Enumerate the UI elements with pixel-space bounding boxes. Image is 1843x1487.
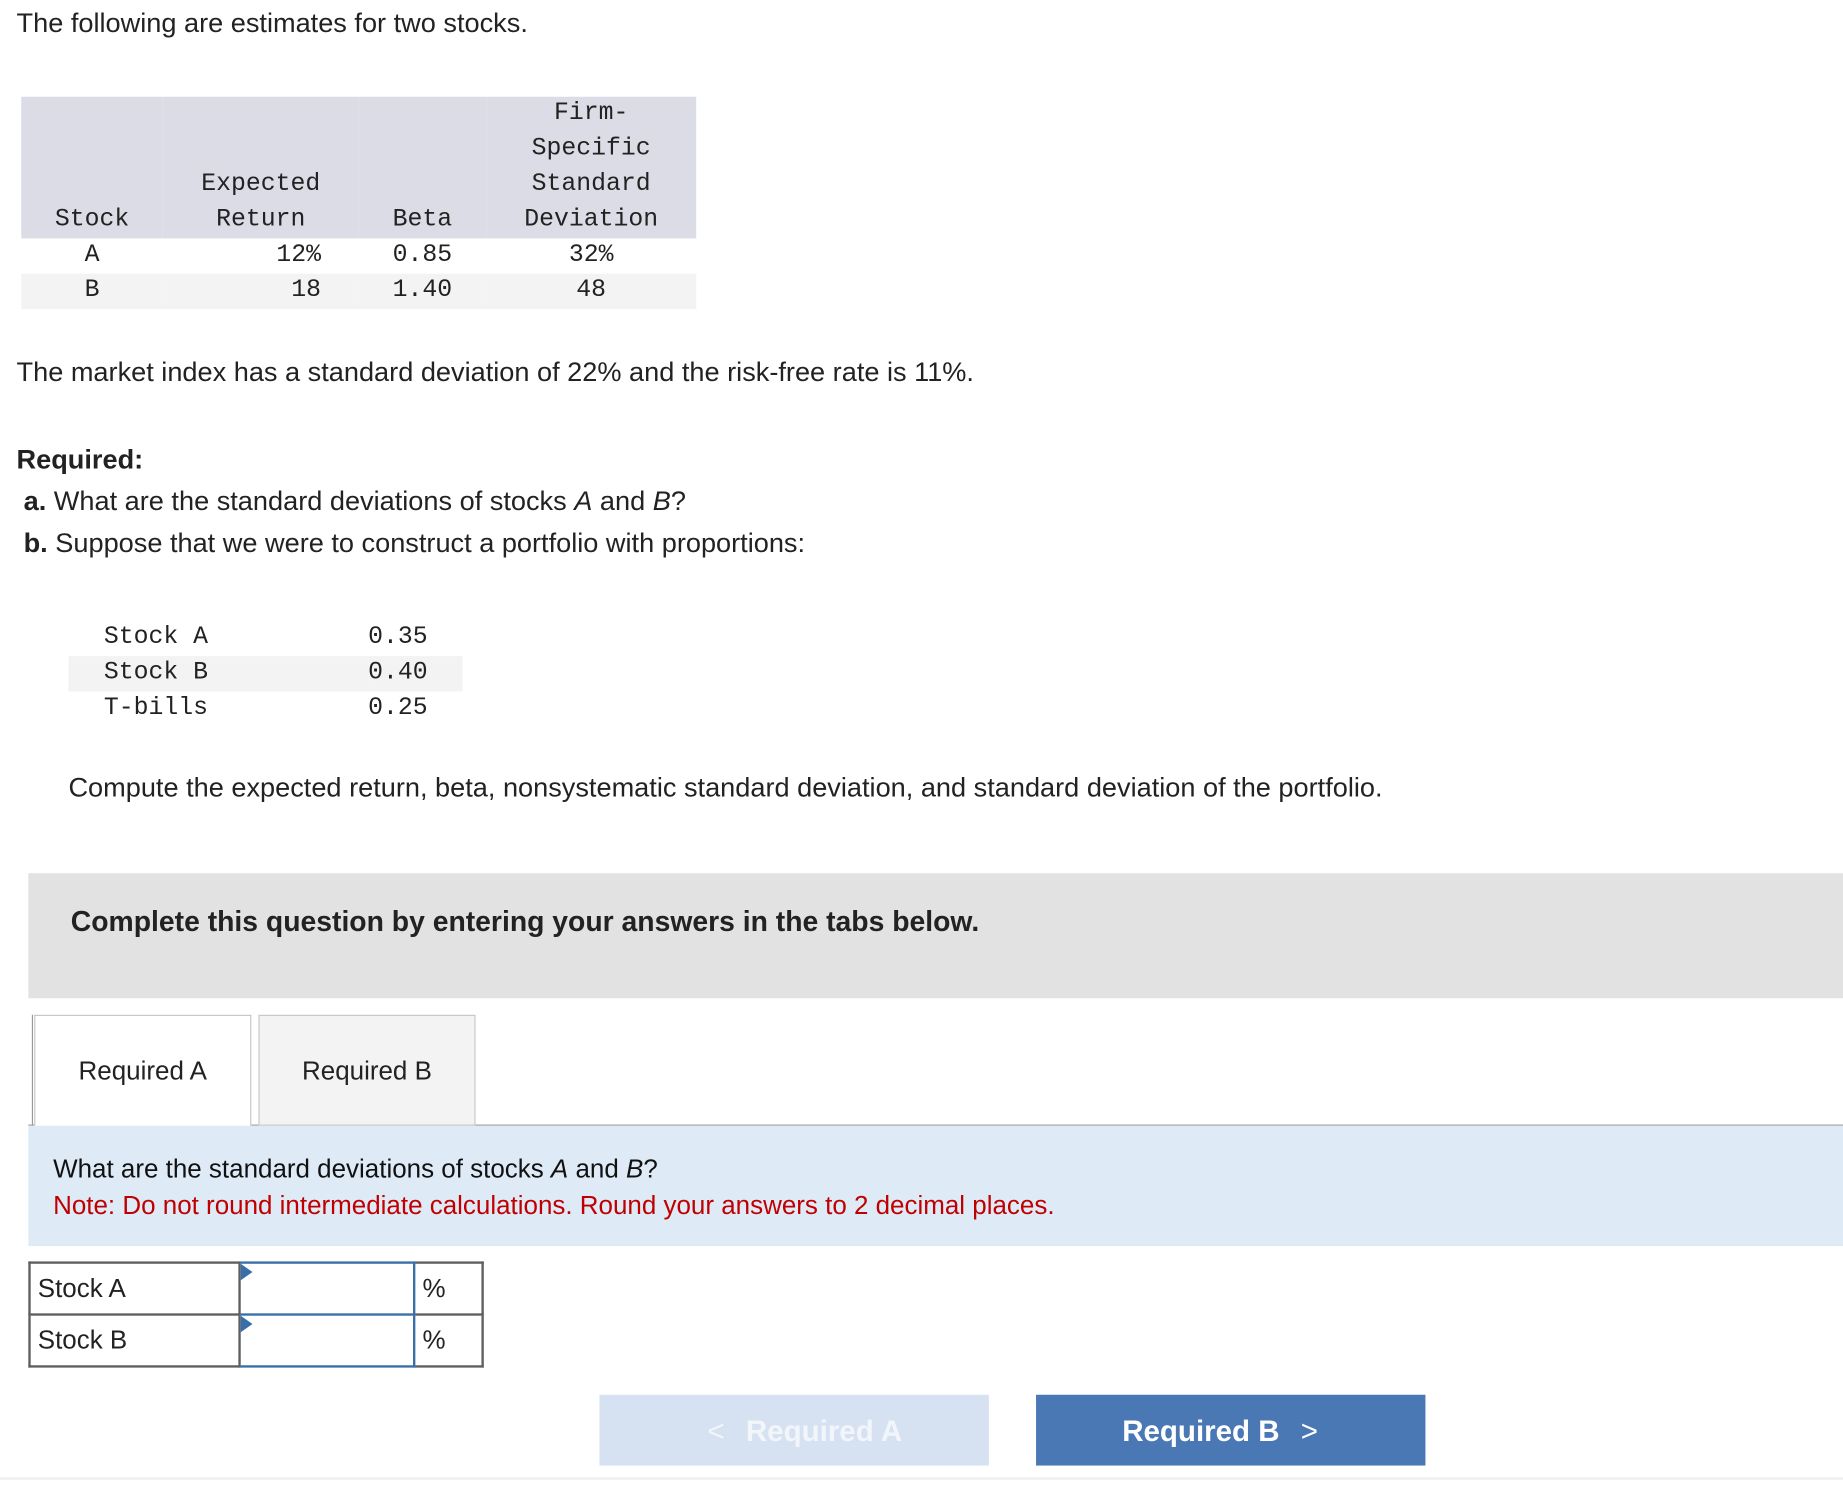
intro-text: The following are estimates for two stocks. <box>16 7 528 38</box>
bottom-divider <box>0 1477 1843 1479</box>
question-var-1: A <box>550 1154 569 1184</box>
table-row <box>29 1263 482 1315</box>
header-expected-return <box>163 97 359 239</box>
required-heading: Required: <box>16 443 144 475</box>
answer-table <box>28 1261 483 1367</box>
rounding-note: Note: Do not round intermediate calculations. Round your answers to 2 decimal places. <box>53 1190 1055 1221</box>
stock-b-sd-input[interactable] <box>241 1316 413 1366</box>
required-b <box>24 527 805 559</box>
input-marker-icon <box>241 1264 253 1281</box>
answer-label-stock-a: Stock A <box>29 1263 239 1315</box>
proportion-value: 0.40 <box>368 659 428 687</box>
banner-text: Complete this question by entering your answers in the tabs below. <box>70 906 980 939</box>
header-fssd-line1: Firm- <box>553 100 629 128</box>
stock-b-sd-cell <box>240 1315 415 1367</box>
header-fssd-line2: Specific <box>531 135 651 163</box>
list-item <box>68 656 462 691</box>
header-fssd-line3: Standard <box>531 171 651 199</box>
required-a <box>24 485 686 517</box>
header-fssd-line4: Deviation <box>524 206 659 234</box>
proportion-name: T-bills <box>103 695 208 723</box>
question-text <box>53 1151 1054 1224</box>
list-item <box>68 621 462 656</box>
compute-text: Compute the expected return, beta, nonsystematic standard deviation, and standard deviation of the portfolio. <box>68 771 1383 803</box>
proportion-name: Stock B <box>103 659 208 687</box>
next-button-label: Required B <box>1122 1414 1280 1448</box>
table-row <box>29 1315 482 1367</box>
header-beta: Beta <box>392 206 453 234</box>
instructions-banner <box>28 873 1843 998</box>
required-b-label: b. <box>23 527 48 559</box>
cell-fssd: 48 <box>576 277 607 305</box>
table-row <box>21 274 696 309</box>
tab-required-b[interactable]: Required B <box>258 1015 475 1126</box>
required-a-label: a. <box>23 484 47 516</box>
market-text: The market index has a standard deviation of 22% and the risk-free rate is 11%. <box>16 356 974 388</box>
question-prompt <box>53 1151 1054 1188</box>
answer-label-stock-b: Stock B <box>29 1315 239 1367</box>
required-a-text-1: What are the standard deviations of stocks <box>53 484 575 516</box>
cell-expected-return: 12% <box>276 241 321 270</box>
question-text-2: and <box>568 1154 627 1184</box>
question-box <box>28 1126 1843 1246</box>
table-header-row <box>21 97 696 239</box>
stock-a-sd-input[interactable] <box>241 1264 413 1314</box>
proportion-name: Stock A <box>103 624 208 652</box>
chevron-right-icon: > <box>1300 1414 1319 1448</box>
input-marker-icon <box>241 1316 253 1333</box>
required-a-var-1: A <box>574 484 593 516</box>
stock-a-sd-cell <box>240 1263 415 1315</box>
cell-beta: 0.85 <box>392 241 453 270</box>
proportions-table <box>68 621 462 727</box>
proportion-value: 0.35 <box>368 624 428 652</box>
proportion-value: 0.25 <box>368 695 428 723</box>
tab-required-a[interactable]: Required A <box>34 1015 251 1128</box>
header-firm-specific-sd <box>486 97 696 239</box>
required-a-text-2: and <box>592 484 653 516</box>
question-var-2: B <box>626 1154 644 1184</box>
question-text-3: ? <box>643 1154 658 1184</box>
required-b-text: Suppose that we were to construct a portfolio with proportions: <box>55 527 806 559</box>
header-expected-return-line2: Return <box>216 206 306 234</box>
list-item <box>68 691 462 726</box>
prev-button-label: Required A <box>745 1414 903 1448</box>
required-a-var-2: B <box>652 484 671 516</box>
cell-beta: 1.40 <box>392 277 453 305</box>
percent-unit: % <box>414 1263 482 1315</box>
cell-stock: B <box>84 277 100 305</box>
header-stock: Stock <box>54 206 130 234</box>
cell-stock: A <box>84 241 100 270</box>
prev-required-a-button[interactable] <box>599 1395 988 1466</box>
required-a-text-3: ? <box>670 484 686 516</box>
question-text-1: What are the standard deviations of stocks <box>53 1154 551 1184</box>
stock-estimates-table <box>21 97 696 309</box>
tab-divider-left <box>32 1015 33 1126</box>
percent-unit: % <box>414 1315 482 1367</box>
table-row <box>21 238 696 273</box>
cell-fssd: 32% <box>568 241 614 270</box>
cell-expected-return: 18 <box>291 277 321 305</box>
header-expected-return-line1: Expected <box>201 171 321 199</box>
next-required-b-button[interactable] <box>1036 1395 1425 1466</box>
chevron-left-icon: < <box>707 1414 725 1448</box>
